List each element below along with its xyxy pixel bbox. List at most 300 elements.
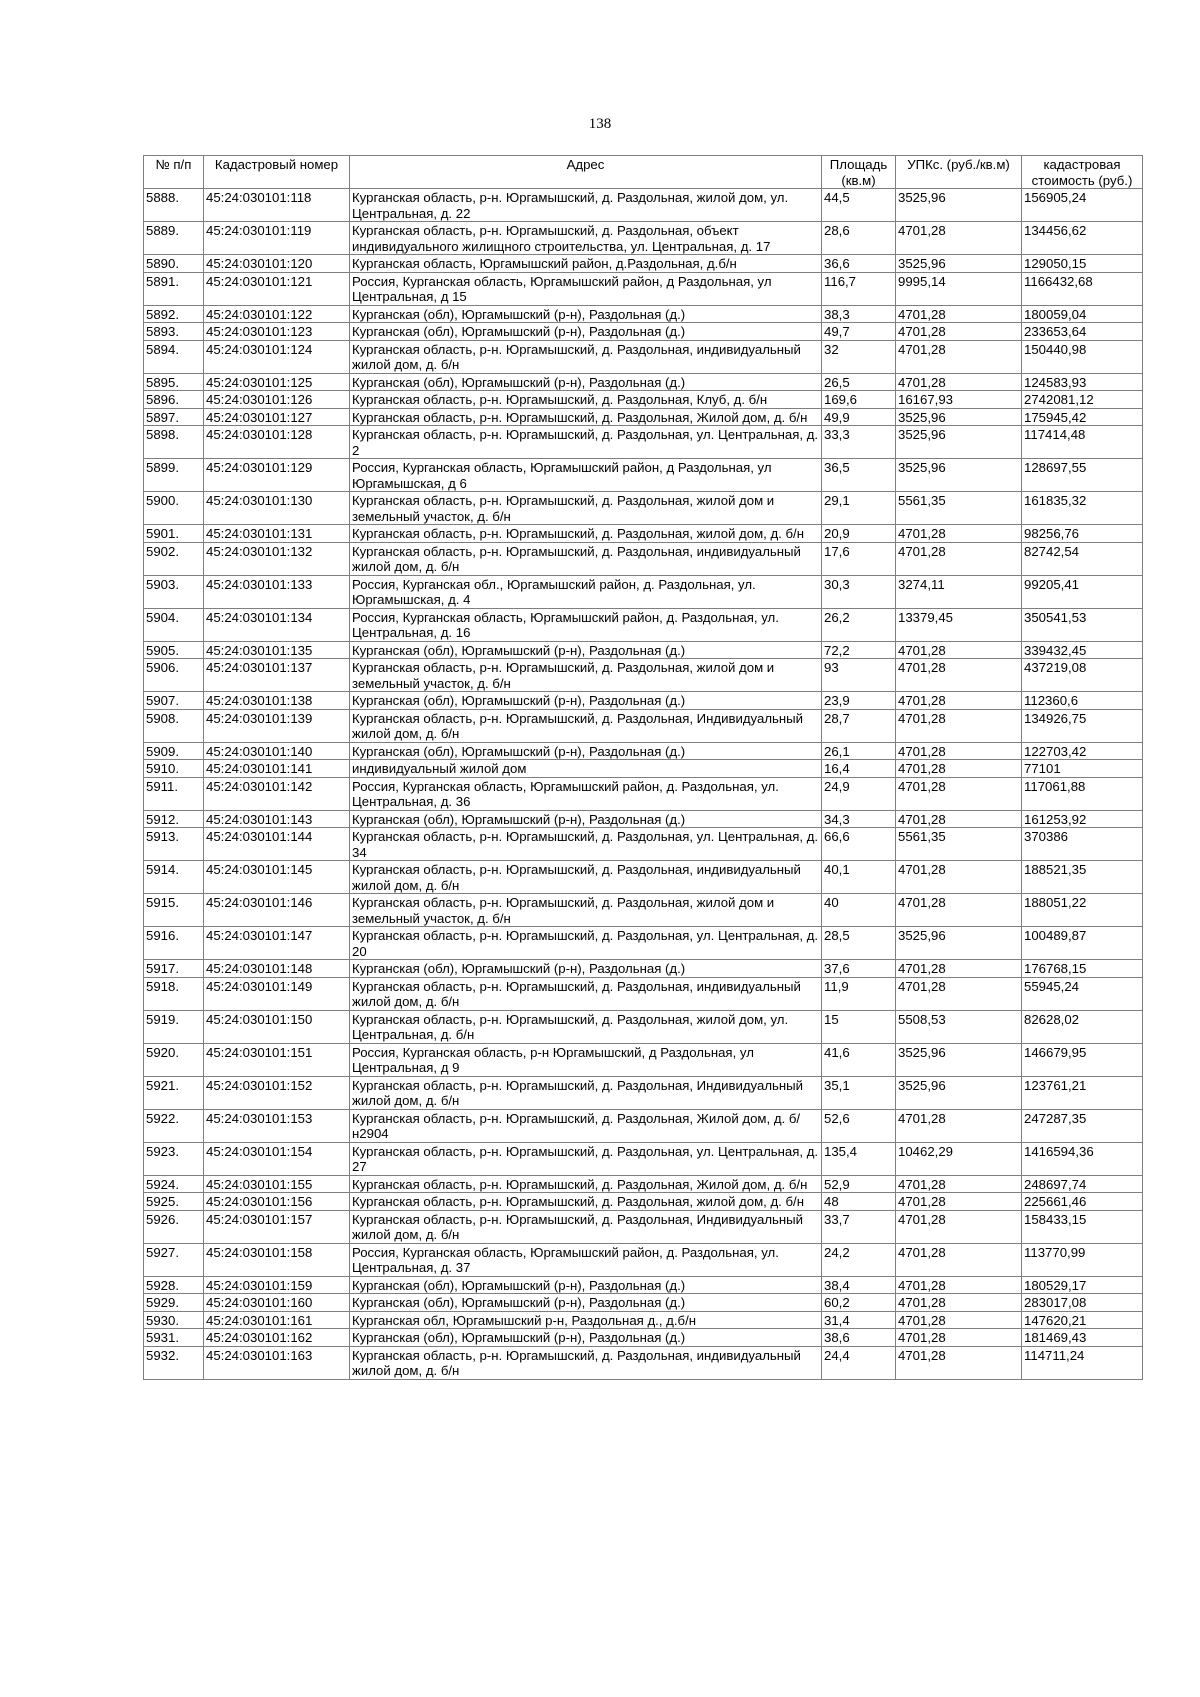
cell-number: 5906.: [144, 659, 204, 692]
cell-number: 5916.: [144, 927, 204, 960]
cell-cadastral-value: 161835,32: [1022, 492, 1143, 525]
cell-area: 33,3: [822, 426, 896, 459]
cell-area: 135,4: [822, 1142, 896, 1175]
cell-upks: 3525,96: [896, 1076, 1022, 1109]
cell-area: 40: [822, 894, 896, 927]
header-area: Площадь (кв.м): [822, 156, 896, 189]
cell-cadastral-number: 45:24:030101:159: [204, 1276, 350, 1294]
cell-number: 5904.: [144, 608, 204, 641]
cell-cadastral-value: 176768,15: [1022, 960, 1143, 978]
header-upks: УПКс. (руб./кв.м): [896, 156, 1022, 189]
cell-upks: 4701,28: [896, 742, 1022, 760]
cell-number: 5907.: [144, 692, 204, 710]
cell-number: 5894.: [144, 340, 204, 373]
cell-address: Курганская область, р-н. Юргамышский, д. Раздольная, жилой дом, д. б/н: [350, 1193, 822, 1211]
cell-address: Курганская область, р-н. Юргамышский, д. Раздольная, ул. Центральная, д. 34: [350, 828, 822, 861]
cell-cadastral-number: 45:24:030101:133: [204, 575, 350, 608]
cell-address: Курганская область, р-н. Юргамышский, д. Раздольная, Индивидуальный жилой дом, д. б/н: [350, 709, 822, 742]
cell-upks: 4701,28: [896, 305, 1022, 323]
table-row: [144, 340, 1143, 373]
table-row: [144, 222, 1143, 255]
cell-area: 93: [822, 659, 896, 692]
cell-number: 5908.: [144, 709, 204, 742]
cell-cadastral-number: 45:24:030101:145: [204, 861, 350, 894]
cell-address: Россия, Курганская область, Юргамышский район, д Раздольная, ул Центральная, д 15: [350, 272, 822, 305]
cell-area: 28,7: [822, 709, 896, 742]
cell-upks: 4701,28: [896, 861, 1022, 894]
cell-number: 5913.: [144, 828, 204, 861]
cell-cadastral-value: 161253,92: [1022, 810, 1143, 828]
cell-cadastral-value: 123761,21: [1022, 1076, 1143, 1109]
cell-address: Курганская (обл), Юргамышский (р-н), Раздольная (д.): [350, 692, 822, 710]
cell-cadastral-value: 117414,48: [1022, 426, 1143, 459]
cell-number: 5897.: [144, 408, 204, 426]
table-row: [144, 542, 1143, 575]
page-number: 138: [588, 116, 612, 132]
cell-upks: 4701,28: [896, 1210, 1022, 1243]
table-row: [144, 1142, 1143, 1175]
cell-number: 5932.: [144, 1346, 204, 1379]
cell-cadastral-number: 45:24:030101:154: [204, 1142, 350, 1175]
cell-cadastral-value: 2742081,12: [1022, 391, 1143, 409]
cell-upks: 5561,35: [896, 492, 1022, 525]
table-row: [144, 426, 1143, 459]
cell-cadastral-number: 45:24:030101:163: [204, 1346, 350, 1379]
cell-number: 5900.: [144, 492, 204, 525]
cell-cadastral-value: 1416594,36: [1022, 1142, 1143, 1175]
cell-number: 5931.: [144, 1329, 204, 1347]
cell-upks: 4701,28: [896, 960, 1022, 978]
header-cadastral-value: кадастровая стоимость (руб.): [1022, 156, 1143, 189]
table-row: [144, 1010, 1143, 1043]
cell-address: Курганская (обл), Юргамышский (р-н), Раздольная (д.): [350, 742, 822, 760]
cell-cadastral-number: 45:24:030101:131: [204, 525, 350, 543]
table-row: [144, 960, 1143, 978]
cell-area: 44,5: [822, 189, 896, 222]
cell-upks: 4701,28: [896, 659, 1022, 692]
table-body: [144, 189, 1143, 1380]
cell-cadastral-number: 45:24:030101:130: [204, 492, 350, 525]
cell-number: 5901.: [144, 525, 204, 543]
cell-cadastral-number: 45:24:030101:141: [204, 760, 350, 778]
cell-upks: 5561,35: [896, 828, 1022, 861]
cell-cadastral-value: 248697,74: [1022, 1175, 1143, 1193]
cell-cadastral-number: 45:24:030101:150: [204, 1010, 350, 1043]
cell-upks: 4701,28: [896, 1329, 1022, 1347]
cell-area: 38,6: [822, 1329, 896, 1347]
cell-upks: 3525,96: [896, 459, 1022, 492]
cell-number: 5918.: [144, 977, 204, 1010]
table-row: [144, 1076, 1143, 1109]
cell-upks: 4701,28: [896, 777, 1022, 810]
cell-address: Курганская область, р-н. Юргамышский, д. Раздольная, Жилой дом, д. б/н: [350, 408, 822, 426]
cell-cadastral-number: 45:24:030101:126: [204, 391, 350, 409]
table-row: [144, 608, 1143, 641]
table-row: [144, 391, 1143, 409]
cell-area: 23,9: [822, 692, 896, 710]
cell-cadastral-value: 370386: [1022, 828, 1143, 861]
table-row: [144, 373, 1143, 391]
cell-address: Курганская (обл), Юргамышский (р-н), Раздольная (д.): [350, 641, 822, 659]
cell-upks: 4701,28: [896, 709, 1022, 742]
cell-number: 5928.: [144, 1276, 204, 1294]
cell-area: 15: [822, 1010, 896, 1043]
cell-cadastral-number: 45:24:030101:160: [204, 1294, 350, 1312]
cell-address: Курганская (обл), Юргамышский (р-н), Раздольная (д.): [350, 1294, 822, 1312]
cell-address: Курганская область, р-н. Юргамышский, д. Раздольная, ул. Центральная, д. 20: [350, 927, 822, 960]
cell-upks: 5508,53: [896, 1010, 1022, 1043]
cell-number: 5895.: [144, 373, 204, 391]
cadastral-register-table: [143, 155, 1143, 1380]
cell-cadastral-number: 45:24:030101:152: [204, 1076, 350, 1109]
cell-upks: 4701,28: [896, 692, 1022, 710]
cell-number: 5890.: [144, 255, 204, 273]
cell-address: Курганская (обл), Юргамышский (р-н), Раздольная (д.): [350, 960, 822, 978]
table-row: [144, 777, 1143, 810]
cell-cadastral-number: 45:24:030101:121: [204, 272, 350, 305]
cell-upks: 3525,96: [896, 189, 1022, 222]
cell-cadastral-value: 122703,42: [1022, 742, 1143, 760]
cell-upks: 13379,45: [896, 608, 1022, 641]
cell-cadastral-number: 45:24:030101:147: [204, 927, 350, 960]
cell-cadastral-value: 98256,76: [1022, 525, 1143, 543]
cell-cadastral-value: 146679,95: [1022, 1043, 1143, 1076]
cell-cadastral-value: 77101: [1022, 760, 1143, 778]
cell-cadastral-value: 134926,75: [1022, 709, 1143, 742]
cell-cadastral-number: 45:24:030101:144: [204, 828, 350, 861]
cell-area: 66,6: [822, 828, 896, 861]
table-row: [144, 659, 1143, 692]
cell-area: 16,4: [822, 760, 896, 778]
cell-area: 49,9: [822, 408, 896, 426]
cell-address: Курганская (обл), Юргамышский (р-н), Раздольная (д.): [350, 810, 822, 828]
cell-address: Россия, Курганская область, Юргамышский район, д. Раздольная, ул. Центральная, д. 36: [350, 777, 822, 810]
cell-cadastral-number: 45:24:030101:119: [204, 222, 350, 255]
cell-address: Курганская (обл), Юргамышский (р-н), Раздольная (д.): [350, 1329, 822, 1347]
cell-address: Курганская область, р-н. Юргамышский, д. Раздольная, жилой дом, д. б/н: [350, 525, 822, 543]
cell-cadastral-value: 225661,46: [1022, 1193, 1143, 1211]
cell-area: 169,6: [822, 391, 896, 409]
cell-cadastral-value: 113770,99: [1022, 1243, 1143, 1276]
cell-number: 5910.: [144, 760, 204, 778]
cell-cadastral-number: 45:24:030101:118: [204, 189, 350, 222]
cell-address: Курганская область, р-н. Юргамышский, д. Раздольная, индивидуальный жилой дом, д. б/н: [350, 340, 822, 373]
cell-number: 5925.: [144, 1193, 204, 1211]
cell-cadastral-value: 350541,53: [1022, 608, 1143, 641]
cell-cadastral-value: 112360,6: [1022, 692, 1143, 710]
header-row: [144, 156, 1143, 189]
cell-area: 40,1: [822, 861, 896, 894]
cell-cadastral-value: 134456,62: [1022, 222, 1143, 255]
cell-address: Курганская область, р-н. Юргамышский, д. Раздольная, Жилой дом, д. б/н: [350, 1175, 822, 1193]
cell-cadastral-number: 45:24:030101:146: [204, 894, 350, 927]
cell-cadastral-number: 45:24:030101:142: [204, 777, 350, 810]
cell-cadastral-value: 82742,54: [1022, 542, 1143, 575]
cell-cadastral-number: 45:24:030101:128: [204, 426, 350, 459]
cell-upks: 16167,93: [896, 391, 1022, 409]
header-address: Адрес: [350, 156, 822, 189]
cell-upks: 4701,28: [896, 1311, 1022, 1329]
cell-area: 20,9: [822, 525, 896, 543]
cell-number: 5929.: [144, 1294, 204, 1312]
cell-number: 5921.: [144, 1076, 204, 1109]
cell-area: 28,5: [822, 927, 896, 960]
cell-cadastral-number: 45:24:030101:158: [204, 1243, 350, 1276]
cell-number: 5889.: [144, 222, 204, 255]
cell-cadastral-number: 45:24:030101:123: [204, 323, 350, 341]
cell-address: Курганская обл, Юргамышский р-н, Раздольная д., д.б/н: [350, 1311, 822, 1329]
cell-address: Курганская область, р-н. Юргамышский, д. Раздольная, жилой дом и земельный участок, д. б/н: [350, 894, 822, 927]
table-row: [144, 977, 1143, 1010]
table-row: [144, 1043, 1143, 1076]
header-number: № п/п: [144, 156, 204, 189]
cell-cadastral-value: 233653,64: [1022, 323, 1143, 341]
cell-cadastral-value: 188051,22: [1022, 894, 1143, 927]
cell-area: 52,6: [822, 1109, 896, 1142]
cell-upks: 3525,96: [896, 1043, 1022, 1076]
cell-upks: 4701,28: [896, 1294, 1022, 1312]
cell-number: 5896.: [144, 391, 204, 409]
cell-cadastral-value: 55945,24: [1022, 977, 1143, 1010]
table-row: [144, 1193, 1143, 1211]
cell-number: 5912.: [144, 810, 204, 828]
cell-cadastral-number: 45:24:030101:156: [204, 1193, 350, 1211]
cell-address: Россия, Курганская область, р-н Юргамышский, д Раздольная, ул Центральная, д 9: [350, 1043, 822, 1076]
table-row: [144, 1276, 1143, 1294]
cell-cadastral-value: 117061,88: [1022, 777, 1143, 810]
header-cadastral-number: Кадастровый номер: [204, 156, 350, 189]
cell-cadastral-value: 147620,21: [1022, 1311, 1143, 1329]
cell-address: Курганская область, Юргамышский район, д.Раздольная, д.б/н: [350, 255, 822, 273]
cell-address: Курганская (обл), Юргамышский (р-н), Раздольная (д.): [350, 305, 822, 323]
cell-area: 116,7: [822, 272, 896, 305]
cell-cadastral-value: 188521,35: [1022, 861, 1143, 894]
cell-address: Россия, Курганская область, Юргамышский район, д. Раздольная, ул. Центральная, д. 16: [350, 608, 822, 641]
cell-upks: 4701,28: [896, 1276, 1022, 1294]
cell-upks: 4701,28: [896, 1193, 1022, 1211]
cell-cadastral-number: 45:24:030101:161: [204, 1311, 350, 1329]
cell-area: 26,1: [822, 742, 896, 760]
cell-cadastral-number: 45:24:030101:157: [204, 1210, 350, 1243]
cell-cadastral-number: 45:24:030101:139: [204, 709, 350, 742]
cell-cadastral-value: 129050,15: [1022, 255, 1143, 273]
cell-cadastral-number: 45:24:030101:120: [204, 255, 350, 273]
cell-cadastral-value: 247287,35: [1022, 1109, 1143, 1142]
table-row: [144, 709, 1143, 742]
cell-cadastral-number: 45:24:030101:122: [204, 305, 350, 323]
cell-upks: 4701,28: [896, 1109, 1022, 1142]
table-row: [144, 927, 1143, 960]
cell-number: 5924.: [144, 1175, 204, 1193]
table-row: [144, 1210, 1143, 1243]
cell-upks: 3274,11: [896, 575, 1022, 608]
cell-cadastral-number: 45:24:030101:124: [204, 340, 350, 373]
cell-address: Курганская область, р-н. Юргамышский, д. Раздольная, Жилой дом, д. б/н2904: [350, 1109, 822, 1142]
table-row: [144, 1294, 1143, 1312]
table-row: [144, 810, 1143, 828]
cell-cadastral-number: 45:24:030101:125: [204, 373, 350, 391]
cell-cadastral-number: 45:24:030101:148: [204, 960, 350, 978]
cell-address: Курганская область, р-н. Юргамышский, д. Раздольная, жилой дом и земельный участок, д. б/н: [350, 492, 822, 525]
cell-number: 5915.: [144, 894, 204, 927]
cell-area: 11,9: [822, 977, 896, 1010]
table-row: [144, 255, 1143, 273]
cell-area: 32: [822, 340, 896, 373]
cell-number: 5920.: [144, 1043, 204, 1076]
cell-cadastral-number: 45:24:030101:127: [204, 408, 350, 426]
cell-upks: 3525,96: [896, 255, 1022, 273]
cell-cadastral-value: 158433,15: [1022, 1210, 1143, 1243]
table-row: [144, 692, 1143, 710]
cell-address: Курганская область, р-н. Юргамышский, д. Раздольная, жилой дом и земельный участок, д. б/н: [350, 659, 822, 692]
cell-area: 30,3: [822, 575, 896, 608]
cell-area: 35,1: [822, 1076, 896, 1109]
cell-upks: 4701,28: [896, 641, 1022, 659]
cell-number: 5893.: [144, 323, 204, 341]
cell-area: 52,9: [822, 1175, 896, 1193]
cell-number: 5899.: [144, 459, 204, 492]
cell-area: 38,3: [822, 305, 896, 323]
table-row: [144, 525, 1143, 543]
cell-cadastral-number: 45:24:030101:137: [204, 659, 350, 692]
cell-number: 5914.: [144, 861, 204, 894]
cell-area: 24,4: [822, 1346, 896, 1379]
cell-number: 5917.: [144, 960, 204, 978]
cell-upks: 4701,28: [896, 977, 1022, 1010]
cell-address: Курганская (обл), Юргамышский (р-н), Раздольная (д.): [350, 373, 822, 391]
table-row: [144, 641, 1143, 659]
cell-area: 38,4: [822, 1276, 896, 1294]
table-row: [144, 189, 1143, 222]
cell-upks: 4701,28: [896, 222, 1022, 255]
cell-cadastral-value: 180059,04: [1022, 305, 1143, 323]
cell-cadastral-value: 124583,93: [1022, 373, 1143, 391]
cell-cadastral-value: 82628,02: [1022, 1010, 1143, 1043]
cell-area: 17,6: [822, 542, 896, 575]
cell-upks: 4701,28: [896, 760, 1022, 778]
cell-area: 26,2: [822, 608, 896, 641]
table-row: [144, 272, 1143, 305]
cell-cadastral-value: 128697,55: [1022, 459, 1143, 492]
table-header: [144, 156, 1143, 189]
cell-address: Курганская область, р-н. Юргамышский, д. Раздольная, ул. Центральная, д. 2: [350, 426, 822, 459]
cell-address: Курганская область, р-н. Юргамышский, д. Раздольная, Индивидуальный жилой дом, д. б/н: [350, 1076, 822, 1109]
cell-address: индивидуальный жилой дом: [350, 760, 822, 778]
cell-cadastral-value: 1166432,68: [1022, 272, 1143, 305]
cell-cadastral-value: 99205,41: [1022, 575, 1143, 608]
table-row: [144, 1346, 1143, 1379]
cell-upks: 4701,28: [896, 542, 1022, 575]
cell-area: 24,2: [822, 1243, 896, 1276]
table-row: [144, 323, 1143, 341]
cell-number: 5926.: [144, 1210, 204, 1243]
cell-number: 5898.: [144, 426, 204, 459]
cell-address: Курганская (обл), Юргамышский (р-н), Раздольная (д.): [350, 323, 822, 341]
table-row: [144, 894, 1143, 927]
cell-number: 5930.: [144, 1311, 204, 1329]
cell-area: 36,6: [822, 255, 896, 273]
cell-upks: 4701,28: [896, 810, 1022, 828]
cell-cadastral-number: 45:24:030101:162: [204, 1329, 350, 1347]
cell-cadastral-value: 150440,98: [1022, 340, 1143, 373]
cell-number: 5888.: [144, 189, 204, 222]
cell-address: Курганская область, р-н. Юргамышский, д. Раздольная, индивидуальный жилой дом, д. б/н: [350, 542, 822, 575]
cell-address: Курганская (обл), Юргамышский (р-н), Раздольная (д.): [350, 1276, 822, 1294]
table-row: [144, 575, 1143, 608]
cell-cadastral-value: 437219,08: [1022, 659, 1143, 692]
table-row: [144, 459, 1143, 492]
table-row: [144, 1329, 1143, 1347]
cell-area: 72,2: [822, 641, 896, 659]
cell-upks: 4701,28: [896, 1175, 1022, 1193]
cell-upks: 9995,14: [896, 272, 1022, 305]
cell-number: 5902.: [144, 542, 204, 575]
cell-upks: 4701,28: [896, 525, 1022, 543]
cell-area: 24,9: [822, 777, 896, 810]
cell-address: Россия, Курганская обл., Юргамышский район, д. Раздольная, ул. Юргамышская, д. 4: [350, 575, 822, 608]
cell-area: 37,6: [822, 960, 896, 978]
cell-number: 5927.: [144, 1243, 204, 1276]
cell-number: 5919.: [144, 1010, 204, 1043]
cell-address: Курганская область, р-н. Юргамышский, д. Раздольная, жилой дом, ул. Центральная, д. 22: [350, 189, 822, 222]
cell-cadastral-value: 100489,87: [1022, 927, 1143, 960]
table-row: [144, 1311, 1143, 1329]
table-row: [144, 1109, 1143, 1142]
cell-cadastral-number: 45:24:030101:143: [204, 810, 350, 828]
cell-cadastral-value: 283017,08: [1022, 1294, 1143, 1312]
cell-cadastral-value: 156905,24: [1022, 189, 1143, 222]
cell-upks: 3525,96: [896, 927, 1022, 960]
cell-area: 49,7: [822, 323, 896, 341]
cell-number: 5909.: [144, 742, 204, 760]
cell-cadastral-value: 181469,43: [1022, 1329, 1143, 1347]
cell-number: 5923.: [144, 1142, 204, 1175]
cell-address: Курганская область, р-н. Юргамышский, д. Раздольная, индивидуальный жилой дом, д. б/н: [350, 861, 822, 894]
cell-number: 5892.: [144, 305, 204, 323]
cell-cadastral-number: 45:24:030101:149: [204, 977, 350, 1010]
cell-area: 26,5: [822, 373, 896, 391]
table-row: [144, 492, 1143, 525]
cell-cadastral-value: 114711,24: [1022, 1346, 1143, 1379]
cell-upks: 3525,96: [896, 426, 1022, 459]
cell-area: 33,7: [822, 1210, 896, 1243]
cell-cadastral-number: 45:24:030101:129: [204, 459, 350, 492]
cell-cadastral-value: 180529,17: [1022, 1276, 1143, 1294]
table-row: [144, 828, 1143, 861]
cell-cadastral-number: 45:24:030101:134: [204, 608, 350, 641]
table-row: [144, 305, 1143, 323]
cell-upks: 4701,28: [896, 340, 1022, 373]
cell-cadastral-number: 45:24:030101:153: [204, 1109, 350, 1142]
cell-address: Курганская область, р-н. Юргамышский, д. Раздольная, индивидуальный жилой дом, д. б/н: [350, 977, 822, 1010]
table-row: [144, 861, 1143, 894]
cell-area: 41,6: [822, 1043, 896, 1076]
cell-number: 5905.: [144, 641, 204, 659]
cell-upks: 3525,96: [896, 408, 1022, 426]
cell-address: Курганская область, р-н. Юргамышский, д. Раздольная, Клуб, д. б/н: [350, 391, 822, 409]
cell-cadastral-number: 45:24:030101:135: [204, 641, 350, 659]
cell-number: 5903.: [144, 575, 204, 608]
table-row: [144, 742, 1143, 760]
table-row: [144, 760, 1143, 778]
cell-address: Курганская область, р-н. Юргамышский, д. Раздольная, Индивидуальный жилой дом, д. б/н: [350, 1210, 822, 1243]
cell-cadastral-value: 175945,42: [1022, 408, 1143, 426]
cell-area: 36,5: [822, 459, 896, 492]
cell-number: 5911.: [144, 777, 204, 810]
cell-area: 34,3: [822, 810, 896, 828]
table-row: [144, 408, 1143, 426]
cell-upks: 4701,28: [896, 1346, 1022, 1379]
